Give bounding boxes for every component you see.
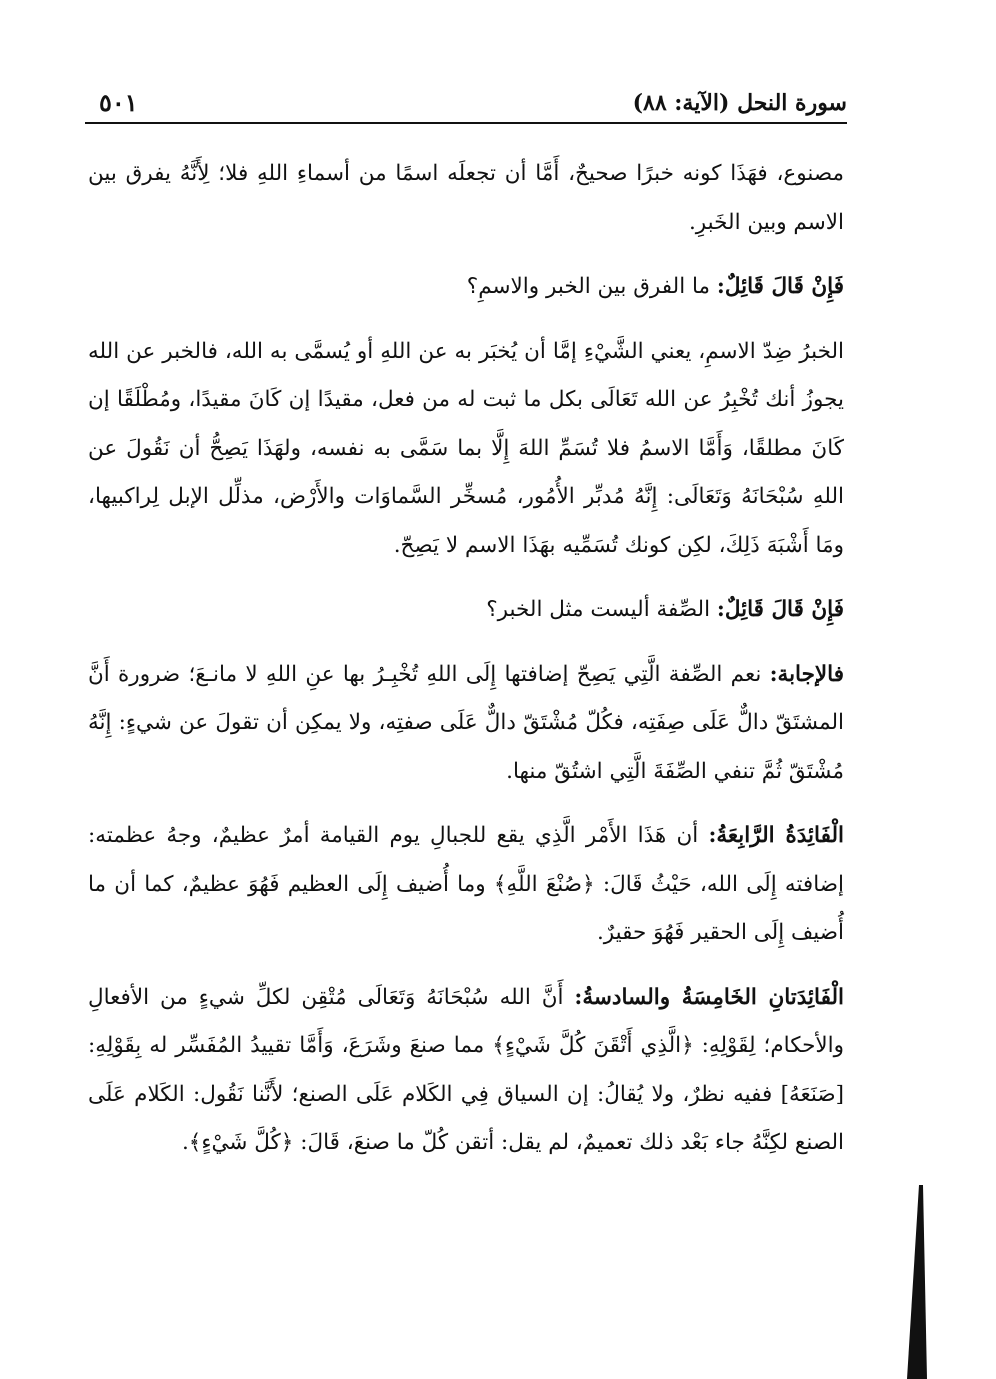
paragraph-6-text: أن هَذَا الأَمْر الَّذِي يقع للجبالِ يوم القيامة أمرٌ عظيمٌ، وجهُ عظمته: إضافته إِلَى الله، حَيْثُ قَالَ: ﴿صُنْعَ اللَّهِ﴾ وما أُضيف إِلَى العظيم فَهُوَ عظيمٌ، كما أن ما أُضيف إِلَى الحقير فَهُوَ حقيرٌ.	[88, 823, 844, 945]
paragraph-5-text: نعم الصِّفة الَّتِي يَصِحّ إضافتها إِلَى اللهِ تُخْبِـرُ بها عنِ اللهِ لا مانـعَ؛ ضرورة أَنَّ المشتَقّ دالٌّ عَلَى صِفَتِه، فكُلّ مُشْتَقّ دالٌّ عَلَى صفتِه، ولا يمكِن أن تقولَ عن شيءٍ: إِنَّهُ مُشْتَقّ ثُمَّ تنفي الصِّفَةَ الَّتِي اشتُقّ منها.	[88, 661, 844, 784]
paragraph-7	[88, 974, 844, 1168]
page-header	[85, 84, 847, 120]
running-header-title: سورة النحل (الآية: ٨٨)	[632, 90, 847, 116]
paragraph-5-lead: فالإجابة:	[769, 661, 844, 687]
paragraph-7-text: أَنَّ الله سُبْحَانَهُ وَتَعَالَى مُتْقِن لكلِّ شيءٍ من الأفعالِ والأحكام؛ لِقَوْلِهِ: ﴿الَّذِي أَتْقَنَ كُلَّ شَيْءٍ﴾ مما صنعَ وشَرَعَ، وَأَمَّا تقييدُ المُفَسِّر له بِقَوْلِهِ: [صَنَعَهُ] ففيه نظرٌ، ولا يُقالُ: إن السياق فِي الكَلام عَلَى الصنع؛ لأَنَّنا نَقُول: الكَلام عَلَى الصنع لكِنَّهُ جاء بَعْد ذلك تعميمٌ، لم يقل: أتقن كُلّ ما صنعَ، قَالَ: ﴿كُلَّ شَيْءٍ﴾.	[88, 984, 844, 1155]
paragraph-4-text: الصِّفة أليست مثل الخبر؟	[486, 597, 717, 622]
paragraph-1-text: مصنوع، فهَذَا كونه خبرًا صحيحٌ، أَمَّا أن تجعلَه اسمًا من أسماءِ اللهِ فلا؛ لِأَنَّهُ يفرق بين الاسم وبين الخَبرِ.	[88, 161, 844, 235]
paragraph-6	[88, 812, 844, 958]
page-body	[88, 150, 844, 1184]
paragraph-7-lead: الْفَائِدَتانِ الخَامِسَةُ والسادسةُ:	[574, 984, 844, 1010]
paragraph-3	[88, 328, 844, 571]
header-divider	[85, 122, 847, 124]
paragraph-1	[88, 150, 844, 247]
paragraph-4	[88, 586, 844, 635]
paragraph-3-text: الخبرُ ضِدّ الاسمِ، يعني الشَّيْءِ إمَّا أن يُخبَر به عن اللهِ أو يُسمَّى به الله، فالخبر عن الله يجوزُ أنك تُخْبِرُ عن الله تَعَالَى بكل ما ثبت له من فعل، مقيدًا إن كَانَ مقيدًا، ومُطْلَقًا إن كَانَ مطلقًا، وَأَمَّا الاسمُ فلا تُسَمِّ اللهَ إِلَّا بما سَمَّى به نفسه، ولهَذَا يَصِحُّ أن نَقُولَ عن اللهِ سُبْحَانَهُ وَتَعَالَى: إِنَّهُ مُدبِّر الأُمُور، مُسخِّر السَّماوَات والأَرْض، مذلِّل الإبل لِراكبيها، ومَا أَشْبَهَ ذَلِكَ، لكِن كونك تُسَمِّيه بهَذَا الاسم لا يَصِحّ.	[88, 338, 844, 558]
scan-edge-shadow	[897, 1185, 927, 1379]
paragraph-2-lead: فَإِنْ قَالَ قَائِلٌ:	[716, 274, 844, 299]
paragraph-2	[88, 263, 844, 312]
paragraph-2-text: ما الفرق بين الخبر والاسمِ؟	[466, 274, 717, 299]
paragraph-5	[88, 651, 844, 797]
paragraph-4-lead: فَإِنْ قَالَ قَائِلٌ:	[716, 597, 844, 622]
paragraph-6-lead: الْفَائِدَةُ الرَّابِعَةُ:	[708, 823, 844, 848]
page-number: ٥٠١	[99, 88, 138, 117]
